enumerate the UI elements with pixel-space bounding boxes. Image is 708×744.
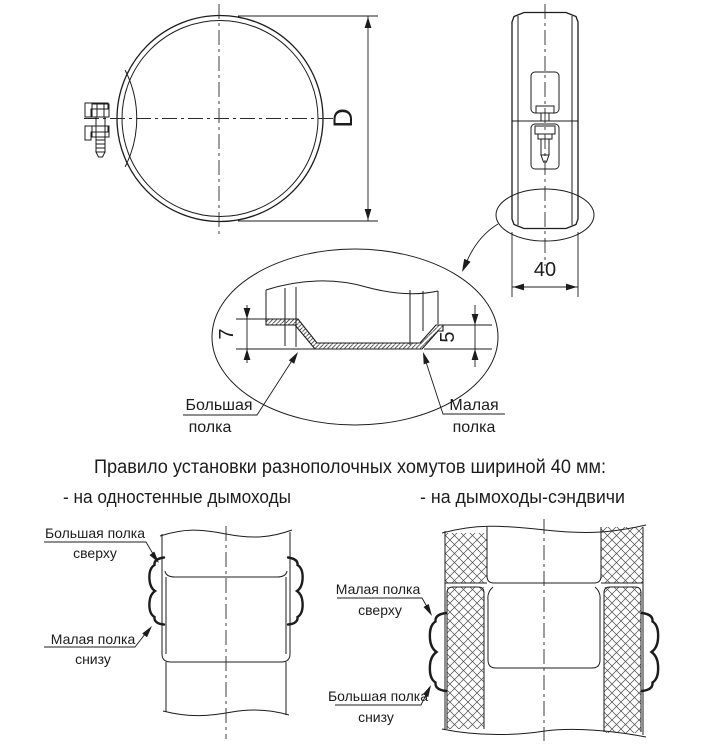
caption-sandwich: - на дымоходы-сэндвичи [420, 487, 625, 507]
sd-top-label-line2: сверху [358, 602, 402, 618]
sw-top-label-line2: сверху [73, 545, 117, 561]
sd-callout-bottom [328, 685, 431, 725]
sd-bottom-label-line2: снизу [358, 709, 394, 725]
insulation-lower-right [604, 587, 641, 733]
detail-leader-arrowhead [462, 259, 471, 272]
sd-callout-top [336, 581, 432, 618]
callout-big-flange [183, 352, 298, 436]
caption-title: Правило установки разнополочных хомутов шириной 40 мм: [94, 457, 606, 478]
small-flange-label-line2: полка [452, 419, 496, 436]
pipe-break-line [266, 281, 438, 294]
big-flange-label-line1: Большая [185, 397, 253, 414]
front-view [84, 4, 378, 238]
detail-view [183, 249, 505, 436]
sw-bottom-label-line2: снизу [75, 651, 111, 667]
dim-7-text: 7 [216, 328, 238, 340]
sandwich-diagram [328, 519, 658, 741]
sd-clamp-right [642, 613, 658, 691]
caption-block [63, 457, 625, 507]
dim-40-text: 40 [533, 259, 557, 281]
small-flange-label-line1: Малая [449, 397, 499, 414]
dimension-big-flange-7 [216, 305, 332, 363]
clamp-section-profile [266, 319, 443, 349]
insulation-lower-left [447, 587, 484, 729]
sd-top-label-line1: Малая полка [335, 581, 421, 597]
sw-callout-top [44, 525, 159, 563]
dim-5-text: 5 [437, 331, 459, 343]
sw-top-label-line1: Большая полка [44, 525, 146, 541]
detail-leader-curve [467, 224, 498, 261]
side-view [462, 4, 594, 297]
sd-bottom-label-line1: Большая полка [327, 688, 429, 704]
single-wall-diagram [44, 525, 303, 739]
big-flange-label-line2: полка [188, 419, 232, 436]
sw-callout-bottom [44, 626, 152, 667]
insulation-upper-right [601, 527, 643, 583]
sw-bottom-label-line1: Малая полка [50, 631, 136, 647]
sd-clamp-left [430, 613, 446, 691]
caption-single-wall: - на одностенные дымоходы [63, 487, 291, 507]
bolt-assembly-front [85, 103, 109, 157]
dim-d-text: D [328, 108, 358, 128]
insulation-upper-left [445, 533, 487, 583]
